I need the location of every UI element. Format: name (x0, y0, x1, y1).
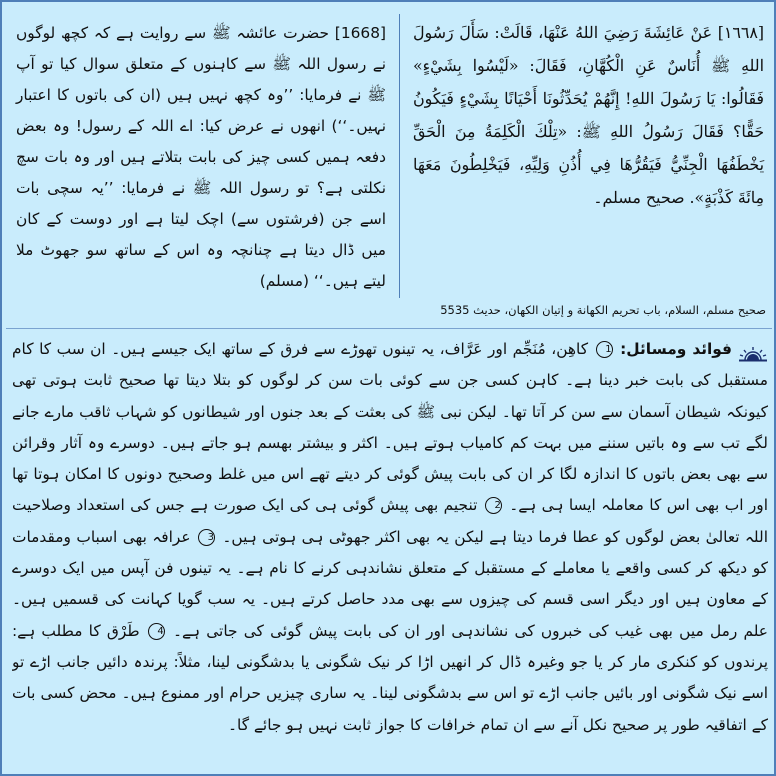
benefits-text-block (12, 334, 768, 741)
point-number-2: 2 (485, 497, 502, 514)
point-number-1: 1 (596, 341, 613, 358)
urdu-hadith-number: [1668] (334, 24, 386, 42)
benefit-point-2: تنجیم بھی پیش گوئی ہی کی ایک صورت ہے جس کی استعداد وصلاحیت اللہ تعالیٰ بعض لوگوں کو عطا فرما دیتا ہے لیکن یہ بھی اکثر جھوٹی ہی ہوتی ہیں۔ (12, 496, 768, 546)
urdu-translation (8, 8, 396, 298)
column-divider (399, 14, 400, 298)
urdu-hadith-text: حضرت عائشہ ﷺ سے روایت ہے کہ کچھ لوگوں نے رسول اللہ ﷺ سے کاہنوں کے متعلق سوال کیا تو آپ ﷺ نے فرمایا: ’’وہ کچھ نہیں ہیں (ان کی باتوں کا اعتبار نہیں۔‘‘) انھوں نے عرض کیا: اے اللہ کے رسول! وہ بعض دفعہ ہمیں کسی چیز کی بابت بتلاتے ہیں اور وہ بات سچ نکلتی ہے؟ تو رسول اللہ ﷺ نے فرمایا: ’’یہ سچی بات اسے جن (فرشتوں سے) اچک لیتا ہے اور دوست کے کان میں ڈال دیتا ہے چنانچہ وہ اس کے ساتھ سو جھوٹ ملا لیتے ہیں۔‘‘ (مسلم) (16, 24, 386, 290)
hadith-reference (8, 300, 772, 320)
reference-text: صحيح مسلم، السلام، باب تحريم الكهانة و إتيان الكهان، حديث (473, 303, 766, 317)
benefit-point-1: کاھِن، مُنَجِّم اور عَرَّاف، یہ تینوں تھوڑے سے فرق کے ساتھ ایک جیسے ہیں۔ ان سب کا کام مستقبل کی بابت خبر دینا ہے۔ کاہن کسی جن سے کوئی بات سن کر لوگوں کو بتلا دیتا تھا صحیح ثابت ہوتی تھی کیونکہ شیطان آسمان سے سن کر آتا تھا۔ لیکن نبی ﷺ کی بعثت کے بعد جنوں اور شیطانوں کو شہاب ثاقب مارے جانے لگے تب سے وہ باتیں سننے میں بہت کم کامیاب ہوتے ہیں۔ اکثر و بیشتر بھسم ہو جاتے ہیں۔ دوسرے وہ آثار وقرائن سے بھی بعض باتوں کا اندازہ لگا کر ان کی بابت پیش گوئی کر دیتے تھے اس میں غلط وصحیح دونوں کا امکان ہوتا تھا اور اب بھی اس کا معاملہ ایسا ہی ہے۔ (12, 340, 768, 515)
arabic-text-block (413, 16, 764, 214)
benefits-section (12, 334, 768, 770)
benefit-point-4: طَرْق کا مطلب ہے: پرندوں کو کنکری مار کر یا جو وغیرہ ڈال کر انھیں اڑا کر نیک شگونی یا بدشگونی لینا، مثلاً: پرندہ دائیں جانب اڑے تو اسے نیک شگونی اور بائیں جانب اڑے تو اس سے بدشگونی لینا۔ یہ ساری چیزیں حرام اور ممنوع ہیں۔ محض کسی بات کے اتفاقیہ طور پر صحیح نکل آنے سے ان تمام خرافات کا جواز ثابت نہیں ہو جائے گا۔ (12, 621, 768, 734)
benefits-heading: فوائد ومسائل: (620, 340, 732, 358)
hadith-section (8, 8, 772, 320)
sunrise-icon (738, 342, 768, 358)
arabic-hadith-text: عَنْ عَائِشَةَ رَضِيَ اللهُ عَنْهَا، قَالَتْ: سَأَلَ رَسُولَ اللهِ ﷺ أُنَاسٌ عَنِ الْكُهَّانِ، فَقَالَ: «لَيْسُوا بِشَيْءٍ» فَقَالُوا: يَا رَسُولَ اللهِ! إِنَّهُمْ يُحَدِّثُونَا أَحْيَانًا بِشَيْءٍ فَيَكُونُ حَقًّا؟ فَقَالَ رَسُولُ اللهِ ﷺ: «تِلْكَ الْكَلِمَةُ مِنَ الْحَقِّ يَخْطَفُهَا الْجِنِّيُّ فَيَقُرُّهَا فِي أُذُنِ وَلِيِّهِ، فَيَخْلِطُونَ مَعَهَا مِائَةَ كَذْبَةٍ». (413, 23, 764, 207)
point-number-3: 3 (198, 529, 215, 546)
arabic-hadith-number: [١٦٦٨] (717, 23, 764, 42)
arabic-hadith (403, 8, 772, 298)
point-number-4: 4 (148, 623, 165, 640)
urdu-text-block (16, 18, 386, 297)
section-separator (6, 328, 772, 329)
reference-number: 5535 (440, 303, 470, 317)
benefit-point-3: عرافہ بھی اسباب ومقدمات کو دیکھ کر کسی واقعے یا معاملے کے مستقبل کے متعلق نشاندہی کرنے کا نام ہے۔ یہ تینوں فن آپس میں ایک دوسرے کے معاون ہیں اور دیگر اسی قسم کی چیزوں سے بھی مدد حاصل کرتے ہیں۔ یہ سب گویا کہانت کی قسمیں ہیں۔ علم رمل میں بھی غیب کی خبروں کی نشاندہی اور ان کی بابت پیش گوئی کی جاتی ہے۔ (12, 527, 768, 640)
arabic-hadith-grade: صحيح مسلم۔ (593, 188, 685, 207)
